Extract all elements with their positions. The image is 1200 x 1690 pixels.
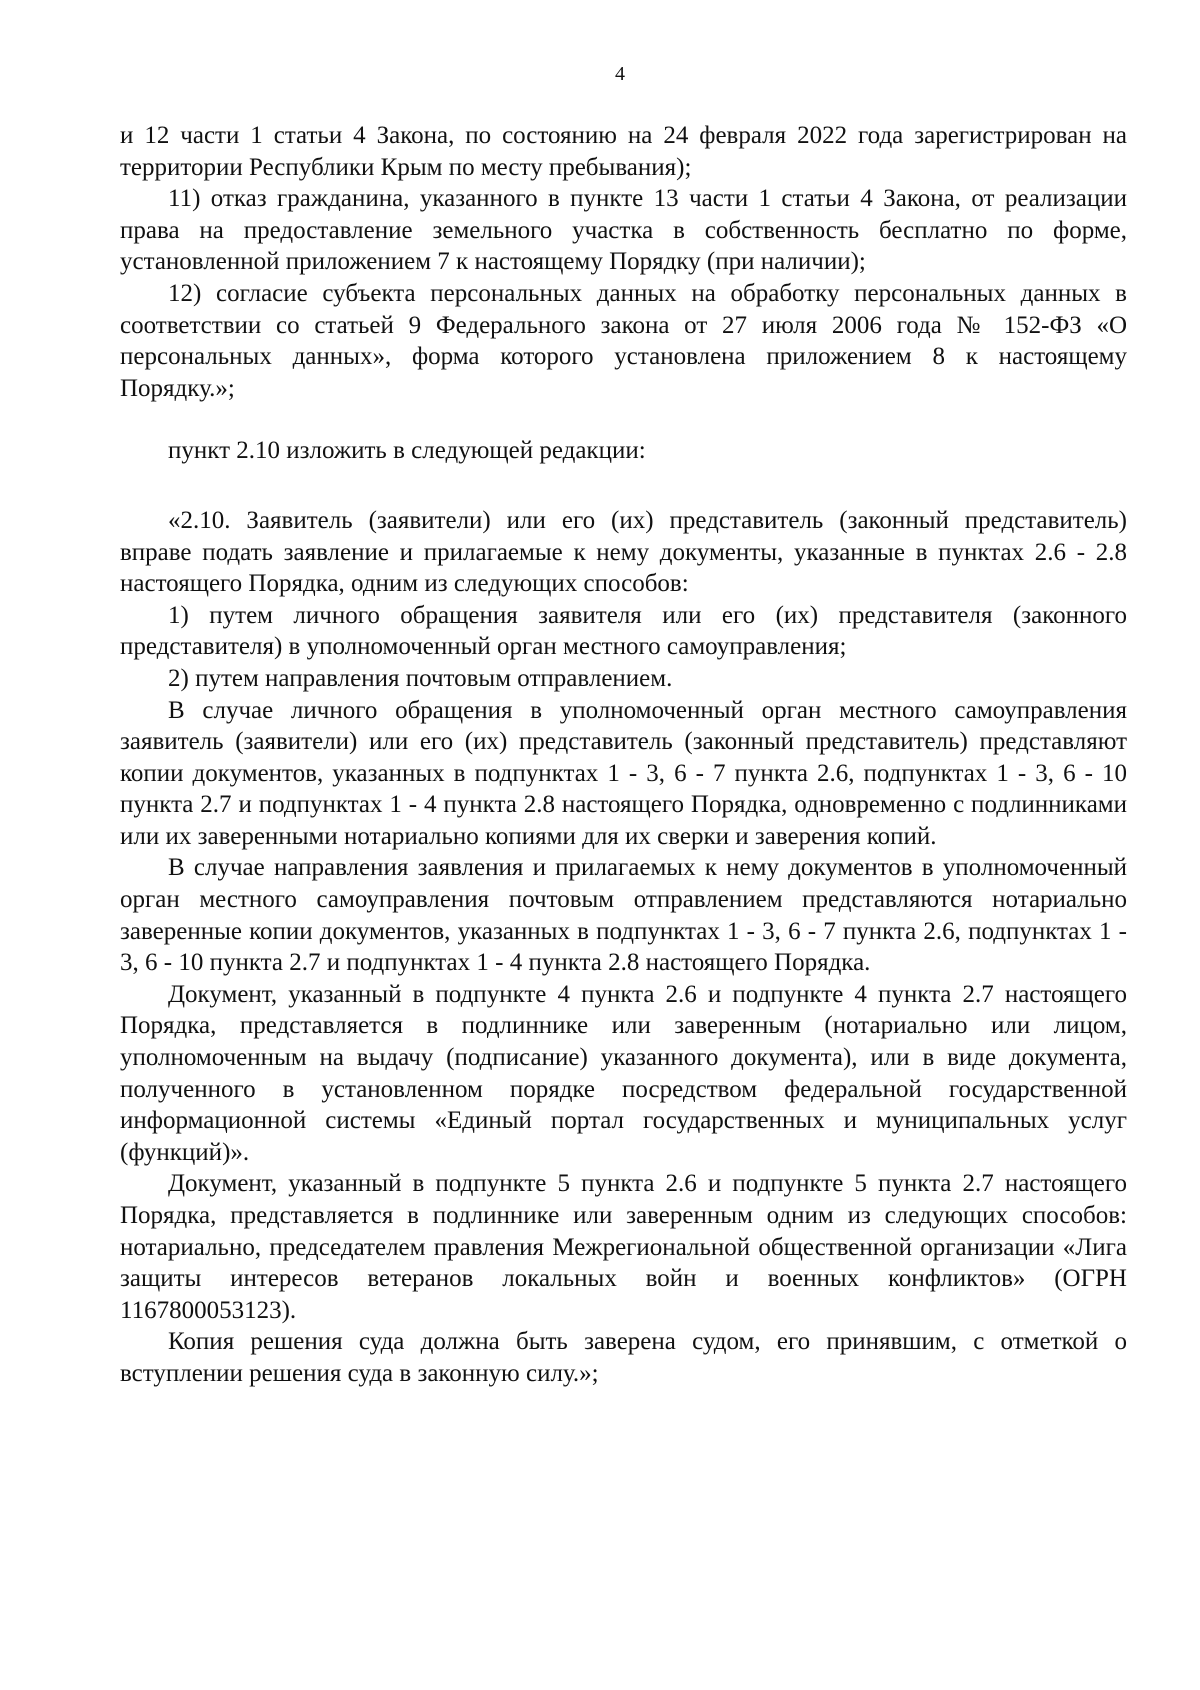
paragraph-court-decision: Копия решения суда должна быть заверена судом, его принявшим, с отметкой о вступлении решения суда в законную силу.»; (120, 1328, 1127, 1387)
paragraph-continuation: и 12 части 1 статьи 4 Закона, по состоянию на 24 февраля 2022 года зарегистрирован на территории Республики Крым по месту пребывания); (120, 122, 1127, 181)
paragraph-postal-sending: В случае направления заявления и прилагаемых к нему документов в уполномоченный орган местного самоуправления почтовым отправлением представляются нотариально заверенные копии документов, указанных в подпунктах 1 - 3, 6 - 7 пункта 2.6, подпунктах 1 - 3, 6 - 10 пункта 2.7 и подпунктах 1 - 4 пункта 2.8 настоящего Порядка. (120, 854, 1127, 977)
page-number: 4 (615, 63, 625, 85)
paragraph-item-11: 11) отказ гражданина, указанного в пункте 13 части 1 статьи 4 Закона, от реализации права на предоставление земельного участка в собственность бесплатно по форме, установленной приложением 7 к настоящему Порядку (при наличии); (120, 185, 1127, 276)
paragraph-document-subitem-5: Документ, указанный в подпункте 5 пункта 2.6 и подпункте 5 пункта 2.7 настоящего Порядка, представляется в подлиннике или заверенным одним из следующих способов: нотариально, председателем правления Межрегиональной общественной организации «Лига защиты интересов ветеранов локальных войн и военных конфликтов» (ОГРН 1167800053123). (120, 1170, 1127, 1324)
paragraph-personal-appeal: В случае личного обращения в уполномоченный орган местного самоуправления заявитель (заявители) или его (их) представитель (законный представитель) представляют копии документов, указанных в подпунктах 1 - 3, 6 - 7 пункта 2.6, подпунктах 1 - 3, 6 - 10 пункта 2.7 и подпунктах 1 - 4 пункта 2.8 настоящего Порядка, одновременно с подлинниками или их заверенными нотариально копиями для их сверки и заверения копий. (120, 696, 1127, 850)
document-body (120, 120, 1127, 1390)
paragraph-document-subitem-4: Документ, указанный в подпункте 4 пункта 2.6 и подпункте 4 пункта 2.7 настоящего Порядка, представляется в подлиннике или заверенным (нотариально или лицом, уполномоченным на выдачу (подписание) указанного документа), или в виде документа, полученного в установленном порядке посредством федеральной государственной информационной системы «Единый портал государственных и муниципальных услуг (функций)». (120, 980, 1127, 1166)
paragraph-item-12: 12) согласие субъекта персональных данных на обработку персональных данных в соответствии со статьей 9 Федерального закона от 27 июля 2006 года № 152-ФЗ «О персональных данных», форма которого установлена приложением 8 к настоящему Порядку.»; (120, 279, 1127, 402)
paragraph-2-10-heading: «2.10. Заявитель (заявители) или его (их) представитель (законный представитель) вправе подать заявление и прилагаемые к нему документы, указанные в пунктах 2.6 - 2.8 настоящего Порядка, одним из следующих способов: (120, 506, 1127, 598)
paragraph-amendment-intro: пункт 2.10 изложить в следующей редакции: (168, 437, 646, 465)
paragraph-method-1: 1) путем личного обращения заявителя или его (их) представителя (законного представителя) в уполномоченный орган местного самоуправления; (120, 601, 1127, 661)
paragraph-method-2: 2) путем направления почтовым отправлением. (168, 664, 673, 692)
